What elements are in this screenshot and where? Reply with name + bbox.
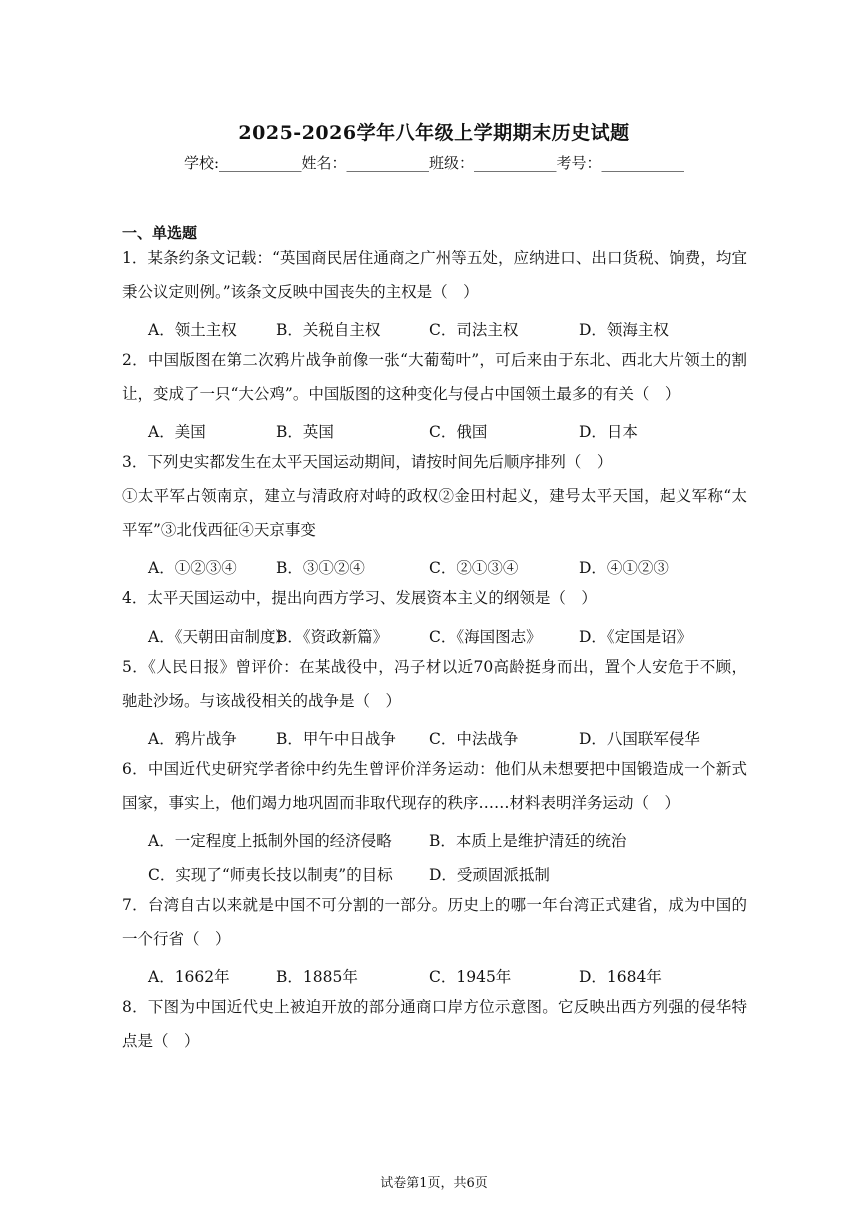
option-a: A．领土主权	[148, 321, 237, 339]
question-8-stem: 8．下图为中国近代史上被迫开放的部分通商口岸方位示意图。它反映出西方列强的侵华特点是（ ）	[122, 998, 747, 1050]
question-1-stem: 1．某条约条文记载：“英国商民居住通商之广州等五处，应纳进口、出口货税、饷费，均宜秉公议定则例。”该条文反映中国丧失的主权是（ ）	[122, 249, 747, 301]
option-b: B．③①②④	[276, 559, 365, 577]
option-c: C．1945年	[429, 968, 512, 986]
question-7-stem: 7．台湾自古以来就是中国不可分割的一部分。历史上的哪一年台湾正式建省，成为中国的一个行省（ ）	[122, 896, 747, 948]
question-5-stem: 5．《人民日报》曾评价：在某战役中，冯子材以近70高龄挺身而出，置个人安危于不顾，驰赴沙场。与该战役相关的战争是（ ）	[122, 658, 747, 710]
question-3-events: ①太平军占领南京，建立与清政府对峙的政权②金田村起义，建号太平天国，起义军称“太平军”③北伐西征④天京事变	[122, 487, 747, 539]
option-d: D．日本	[579, 423, 638, 441]
student-info-line	[0, 152, 868, 173]
student-info-text: 学校:___________姓名：___________班级：___________考号：___________	[183, 154, 685, 172]
option-d: D．1684年	[579, 968, 662, 986]
question-1-options	[148, 318, 748, 340]
page-title: 2025-2026学年八年级上学期期末历史试题	[238, 122, 630, 144]
option-d: D．八国联军侵华	[579, 730, 700, 748]
option-c: C．《海国图志》	[429, 628, 542, 646]
option-b: B．关税自主权	[276, 321, 381, 339]
question-6-options-row2	[148, 863, 748, 885]
question-2-stem: 2．中国版图在第二次鸦片战争前像一张“大葡萄叶”，可后来由于东北、西北大片领土的割让，变成了一只“大公鸡”。中国版图的这种变化与侵占中国领土最多的有关（ ）	[122, 351, 747, 403]
option-a: A．《天朝田亩制度》	[148, 628, 291, 646]
option-b: B．甲午中日战争	[276, 730, 396, 748]
question-6-stem: 6．中国近代史研究学者徐中约先生曾评价洋务运动：他们从未想要把中国锻造成一个新式国家，事实上，他们竭力地巩固而非取代现存的秩序……材料表明洋务运动（ ）	[122, 760, 747, 812]
option-c: C．中法战争	[429, 730, 519, 748]
option-b: B．1885年	[276, 968, 358, 986]
option-b: B．《资政新篇》	[276, 628, 389, 646]
option-b: B．英国	[276, 423, 334, 441]
option-b: B．本质上是维护清廷的统治	[429, 832, 627, 850]
option-d: D．④①②③	[579, 559, 669, 577]
option-c: C．司法主权	[429, 321, 519, 339]
option-d: D．领海主权	[579, 321, 669, 339]
option-c: C．实现了“师夷长技以制夷”的目标	[148, 866, 393, 884]
option-d: D．受顽固派抵制	[429, 866, 550, 884]
option-d: D．《定国是诏》	[579, 628, 693, 646]
question-3-stem: 3．下列史实都发生在太平天国运动期间，请按时间先后顺序排列（ ）	[122, 453, 613, 471]
option-a: A．①②③④	[148, 559, 237, 577]
option-a: A．1662年	[148, 968, 230, 986]
option-a: A．美国	[148, 423, 206, 441]
option-c: C．俄国	[429, 423, 488, 441]
page-footer: 试卷第1页，共6页	[380, 1176, 488, 1191]
section-heading: 一、单选题	[122, 224, 198, 242]
option-c: C．②①③④	[429, 559, 519, 577]
question-3-options	[148, 556, 748, 578]
question-4-options	[148, 625, 748, 647]
question-5-options	[148, 727, 748, 749]
question-4-stem: 4．太平天国运动中，提出向西方学习、发展资本主义的纲领是（ ）	[122, 589, 597, 607]
question-2-options	[148, 420, 748, 442]
question-7-options	[148, 965, 748, 987]
question-6-options-row1	[148, 829, 748, 851]
option-a: A．鸦片战争	[148, 730, 237, 748]
option-a: A．一定程度上抵制外国的经济侵略	[148, 832, 392, 850]
